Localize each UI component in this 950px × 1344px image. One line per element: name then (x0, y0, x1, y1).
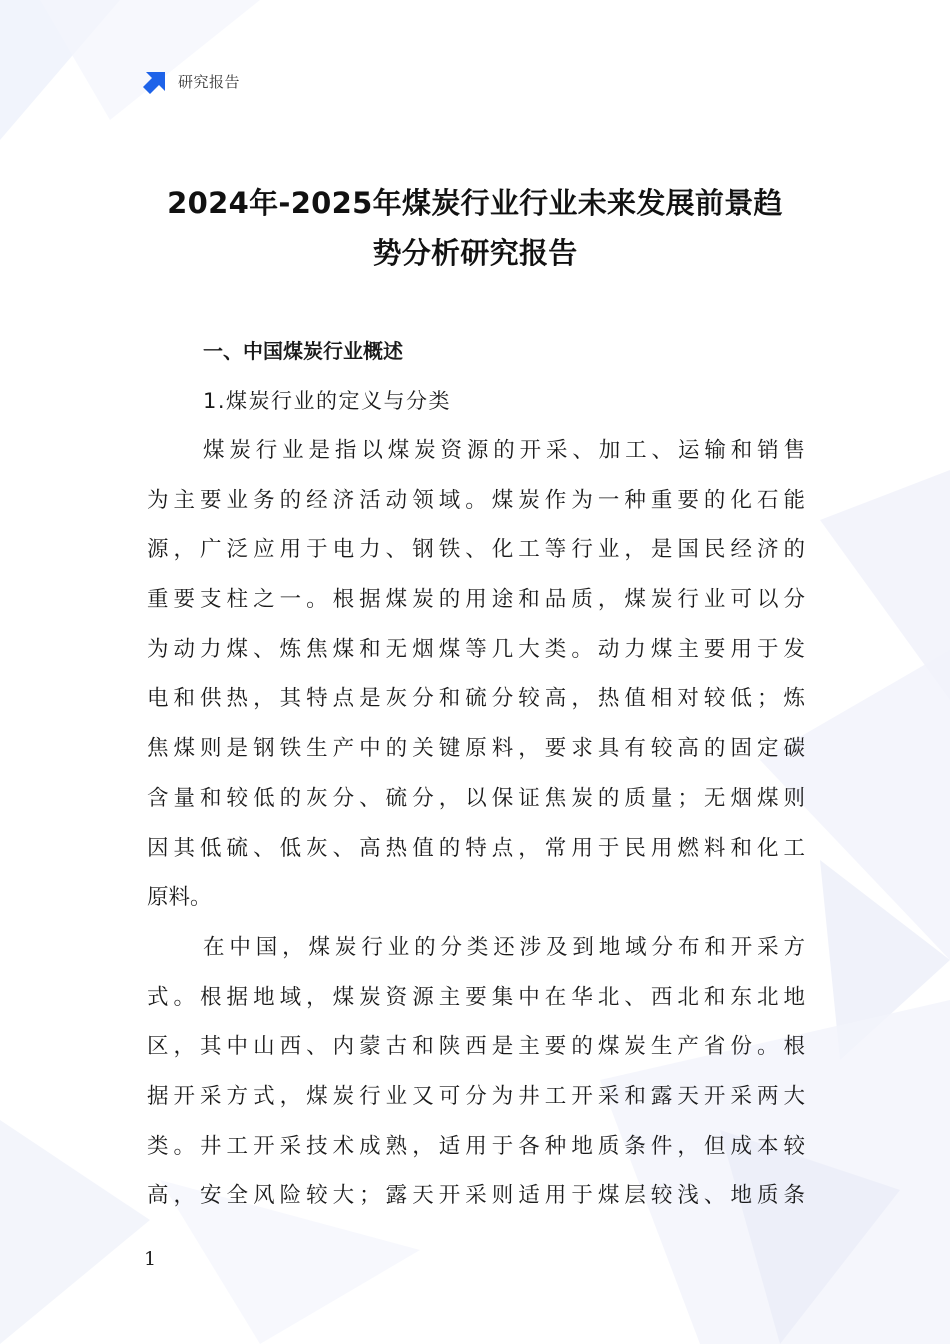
page-header (143, 68, 240, 94)
section-heading: 一、中国煤炭行业概述 (203, 339, 403, 363)
document-title (135, 178, 815, 278)
paragraph (147, 426, 805, 923)
brand-label: 研究报告 (178, 72, 241, 91)
title-line: 2024年-2025年煤炭行业行业未来发展前景趋 (167, 186, 783, 220)
paragraph-line: 在中国，煤炭行业的分类还涉及到地域分布和开采方 (203, 934, 805, 960)
page-number: 1 (144, 1248, 157, 1270)
arrow-up-right-logo-icon (143, 68, 169, 94)
paragraph-line: 据开采方式，煤炭行业又可分为井工开采和露天开采两大 (147, 1083, 805, 1109)
paragraph (147, 923, 805, 1221)
paragraph-line: 式。根据地域，煤炭资源主要集中在华北、西北和东北地 (147, 984, 805, 1010)
paragraph-line: 煤炭行业是指以煤炭资源的开采、加工、运输和销售 (203, 438, 805, 463)
paragraph-line: 区，其中山西、内蒙古和陕西是主要的煤炭生产省份。根 (147, 1034, 805, 1060)
paragraph-line: 为动力煤、炼焦煤和无烟煤等几大类。动力煤主要用于发 (147, 636, 805, 662)
title-line: 势分析研究报告 (372, 236, 578, 270)
paragraph-line: 高，安全风险较大；露天开采则适用于煤层较浅、地质条 (147, 1183, 805, 1209)
subsection-heading: 1.煤炭行业的定义与分类 (203, 389, 452, 413)
paragraph-line: 含量和较低的灰分、硫分，以保证焦炭的质量；无烟煤则 (147, 785, 805, 811)
paragraph-line: 为主要业务的经济活动领域。煤炭作为一种重要的化石能 (147, 487, 805, 513)
paragraph-line: 焦煤则是钢铁生产中的关键原料，要求具有较高的固定碳 (147, 736, 805, 762)
paragraph-line: 源，广泛应用于电力、钢铁、化工等行业，是国民经济的 (147, 537, 805, 563)
paragraph-line: 因其低硫、低灰、高热值的特点，常用于民用燃料和化工 (147, 835, 805, 861)
paragraph-line: 原料。 (147, 885, 212, 911)
document-body (147, 326, 805, 1221)
paragraph-line: 类。井工开采技术成熟，适用于各种地质条件，但成本较 (147, 1133, 805, 1159)
paragraph-line: 电和供热，其特点是灰分和硫分较高，热值相对较低；炼 (147, 686, 805, 712)
paragraph-line: 重要支柱之一。根据煤炭的用途和品质，煤炭行业可以分 (147, 587, 805, 613)
